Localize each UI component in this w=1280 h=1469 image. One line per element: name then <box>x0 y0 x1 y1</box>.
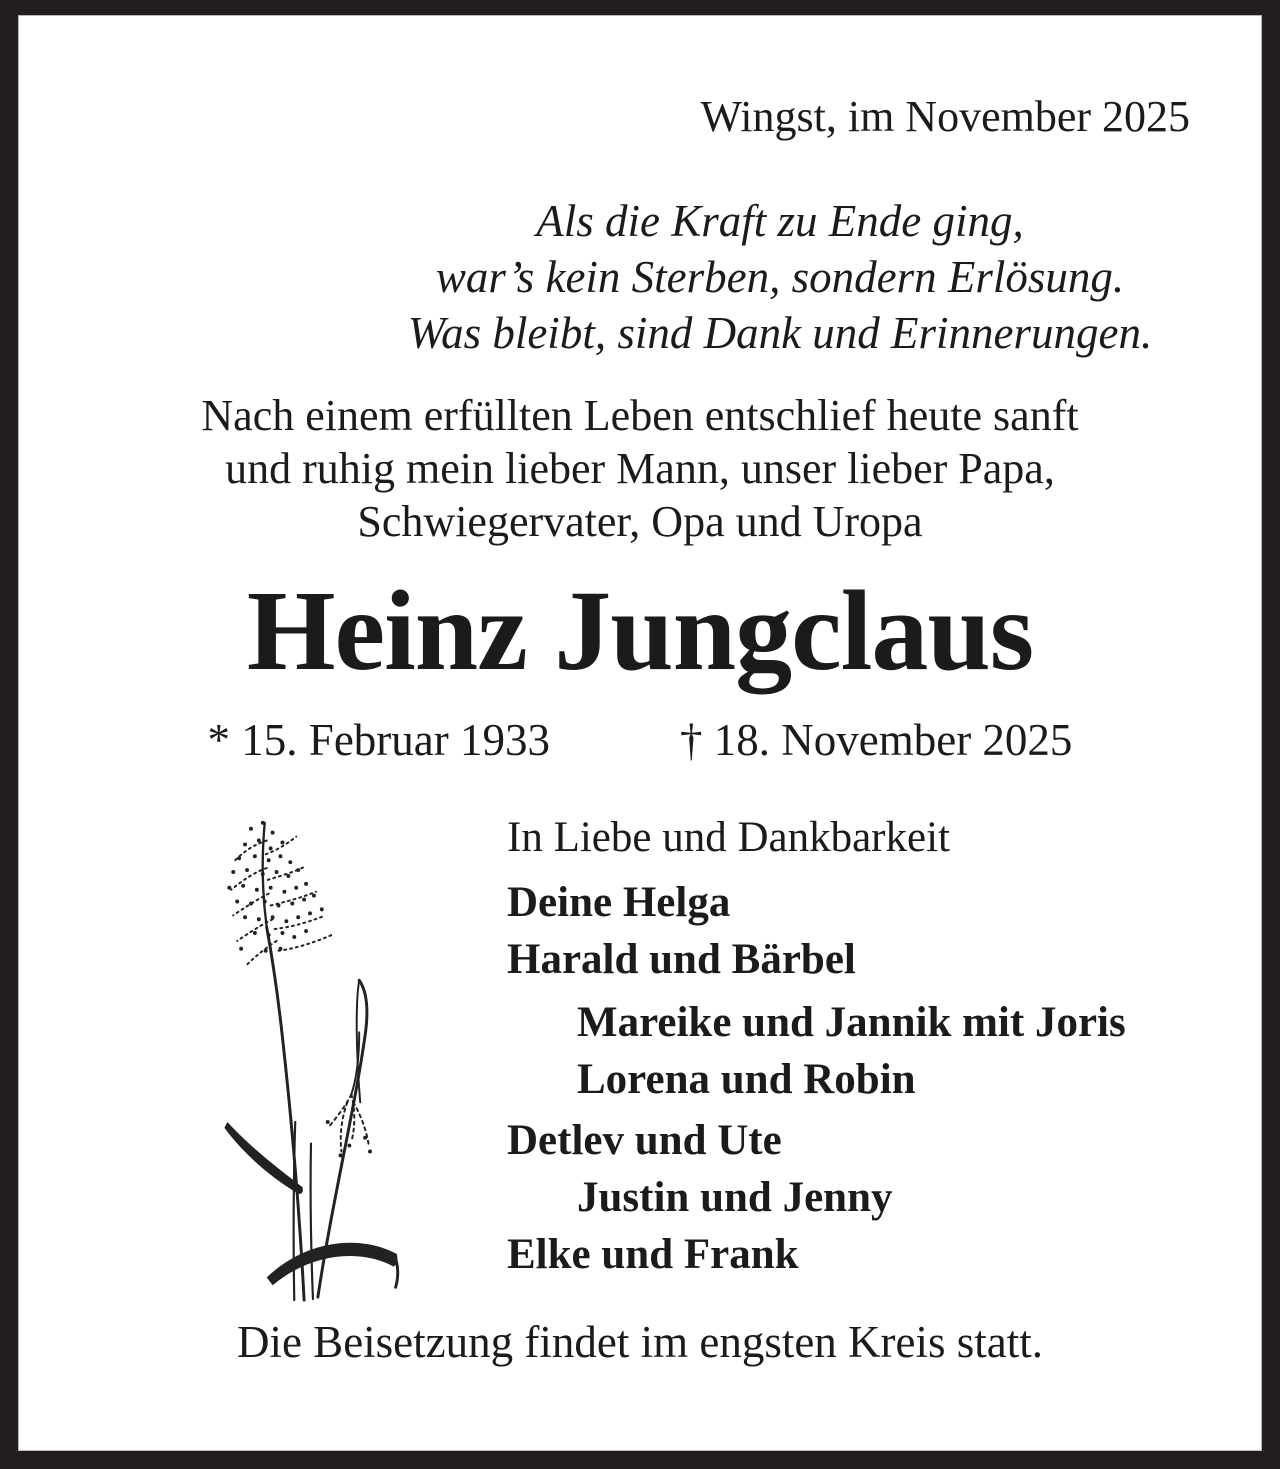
mourner-name: Justin und Jenny <box>577 1174 893 1221</box>
verse-line: Als die Kraft zu Ende ging, <box>536 196 1024 246</box>
verse-line: war’s kein Sterben, sondern Erlösung. <box>435 252 1125 302</box>
deceased-name: Heinz Jungclaus <box>246 567 1034 694</box>
death-date: † 18. November 2025 <box>680 715 1073 765</box>
mourner-name: Mareike und Jannik mit Joris <box>577 999 1126 1046</box>
mourner-name: Detlev und Ute <box>507 1117 782 1164</box>
seed-dots <box>227 821 372 1158</box>
birth-date: * 15. Februar 1933 <box>207 715 550 765</box>
intro-paragraph <box>18 389 1262 548</box>
mourners-list <box>507 813 1126 1280</box>
closing-note: Die Beisetzung findet im engsten Kreis statt. <box>236 1317 1044 1367</box>
intro-line: Nach einem erfüllten Leben entschlief heute sanft <box>201 391 1079 440</box>
dateline: Wingst, im November 2025 <box>700 92 1190 141</box>
life-dates <box>18 713 1262 767</box>
mourner-name: Elke und Frank <box>507 1231 799 1278</box>
condolence-intro: In Liebe und Dankbarkeit <box>507 814 950 861</box>
notice-frame <box>18 15 1262 1451</box>
mourner-name: Lorena und Robin <box>577 1056 916 1103</box>
mourner-name: Deine Helga <box>507 879 731 926</box>
mourner-name: Harald und Bärbel <box>507 936 856 983</box>
memorial-verse <box>18 193 1262 361</box>
intro-line: Schwiegervater, Opa und Uropa <box>357 497 923 546</box>
grass-illustration <box>210 811 410 1303</box>
verse-line: Was bleibt, sind Dank und Erinnerungen. <box>407 308 1153 358</box>
intro-line: und ruhig mein lieber Mann, unser lieber Papa, <box>225 444 1055 493</box>
